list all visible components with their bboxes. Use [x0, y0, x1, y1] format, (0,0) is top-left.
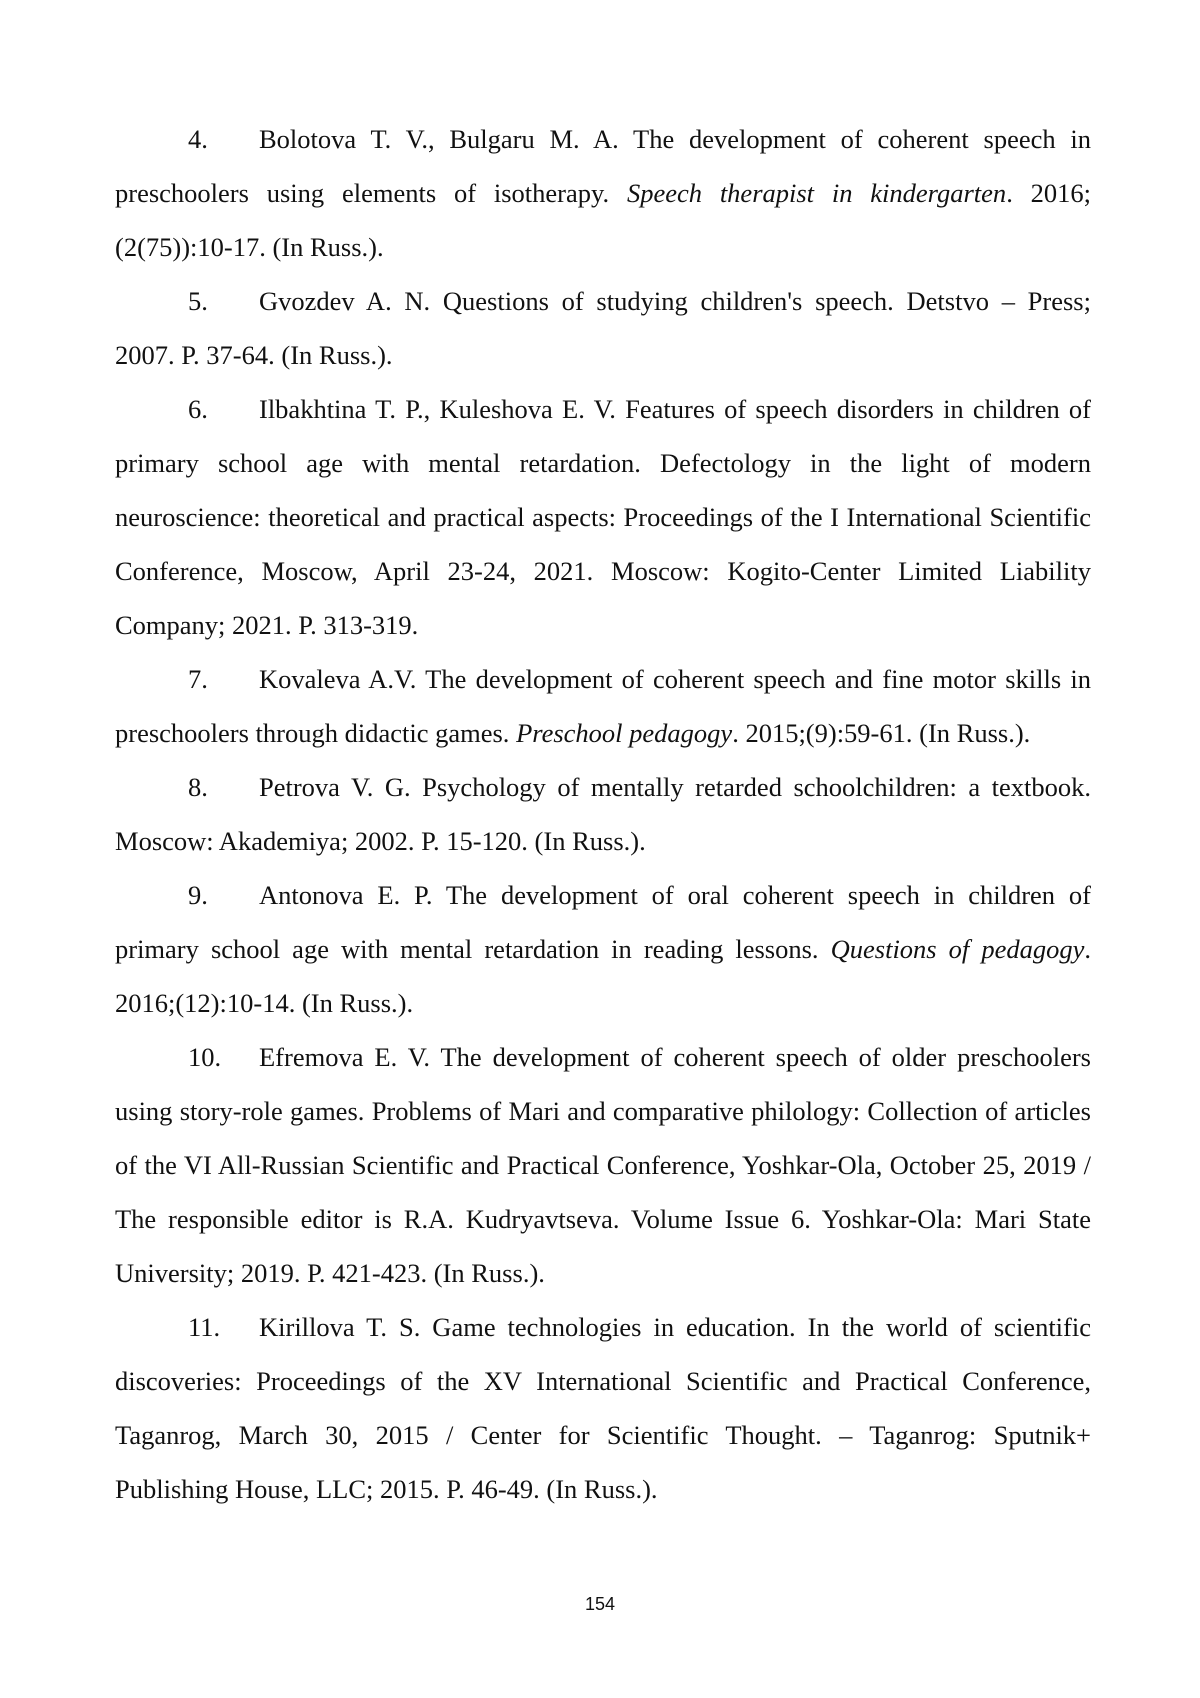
reference-number: 4.: [188, 124, 208, 154]
reference-item: [115, 652, 1091, 760]
reference-list: [115, 112, 1091, 1516]
reference-text: . 2015;(9):59-61. (In Russ.).: [732, 718, 1031, 748]
reference-text: Efremova E. V. The development of coherent speech of older preschoolers using story-role games. Problems of Mari and comparative philology: Collection of articles of the VI All-Russian Scientific and Practical Conference, Yoshkar-Ola, October 25, 2019 / The responsible editor is R.A. Kudryavtseva. Volume Issue 6. Yoshkar-Ola: Mari State University; 2019. P. 421-423. (In Russ.).: [115, 1042, 1091, 1288]
journal-title: Speech therapist in kindergarten: [626, 178, 1007, 208]
reference-number: 5.: [188, 286, 208, 316]
reference-number: 8.: [188, 772, 208, 802]
reference-text: Gvozdev A. N. Questions of studying children's speech. Detstvo – Press; 2007. P. 37-64. (In Russ.).: [115, 286, 1091, 370]
journal-title: Preschool pedagogy: [516, 718, 733, 748]
reference-number: 9.: [188, 880, 208, 910]
reference-item: [115, 274, 1091, 382]
reference-item: [115, 112, 1091, 274]
reference-item: [115, 868, 1091, 1030]
reference-text: Kirillova T. S. Game technologies in education. In the world of scientific discoveries: Proceedings of the XV International Scientific and Practical Conference, Taganrog, March 30, 2015 / Center for Scientific Thought. – Taganrog: Sputnik+ Publishing House, LLC; 2015. P. 46-49. (In Russ.).: [115, 1312, 1091, 1504]
reference-item: [115, 1300, 1091, 1516]
reference-number: 11.: [188, 1312, 221, 1342]
reference-text: Ilbakhtina T. P., Kuleshova E. V. Features of speech disorders in children of primary school age with mental retardation. Defectology in the light of modern neuroscience: theoretical and practical aspects: Proceedings of the I International Scientific Conference, Moscow, April 23-24, 2021. Moscow: Kogito-Center Limited Liability Company; 2021. P. 313-319.: [115, 394, 1091, 640]
reference-text: Antonova E. P. The development of oral coherent speech in children of primary school age with mental retardation in reading lessons.: [115, 880, 1091, 964]
journal-title: Questions of pedagogy: [830, 934, 1085, 964]
reference-item: [115, 382, 1091, 652]
page-number: 154: [584, 1594, 616, 1614]
reference-number: 6.: [188, 394, 208, 424]
reference-text: Bolotova T. V., Bulgaru M. A. The development of coherent speech in preschoolers using elements of isotherapy.: [115, 124, 1091, 208]
reference-text: . 2016;(2(75)):10-17. (In Russ.).: [115, 178, 1091, 262]
reference-item: [115, 1030, 1091, 1300]
reference-text: Petrova V. G. Psychology of mentally retarded schoolchildren: a textbook. Moscow: Akademiya; 2002. P. 15-120. (In Russ.).: [115, 772, 1091, 856]
reference-number: 7.: [188, 664, 208, 694]
reference-item: [115, 760, 1091, 868]
reference-text: Kovaleva A.V. The development of coherent speech and fine motor skills in preschoolers through didactic games.: [115, 664, 1091, 748]
reference-text: . 2016;(12):10-14. (In Russ.).: [115, 934, 1092, 1018]
reference-number: 10.: [188, 1042, 222, 1072]
